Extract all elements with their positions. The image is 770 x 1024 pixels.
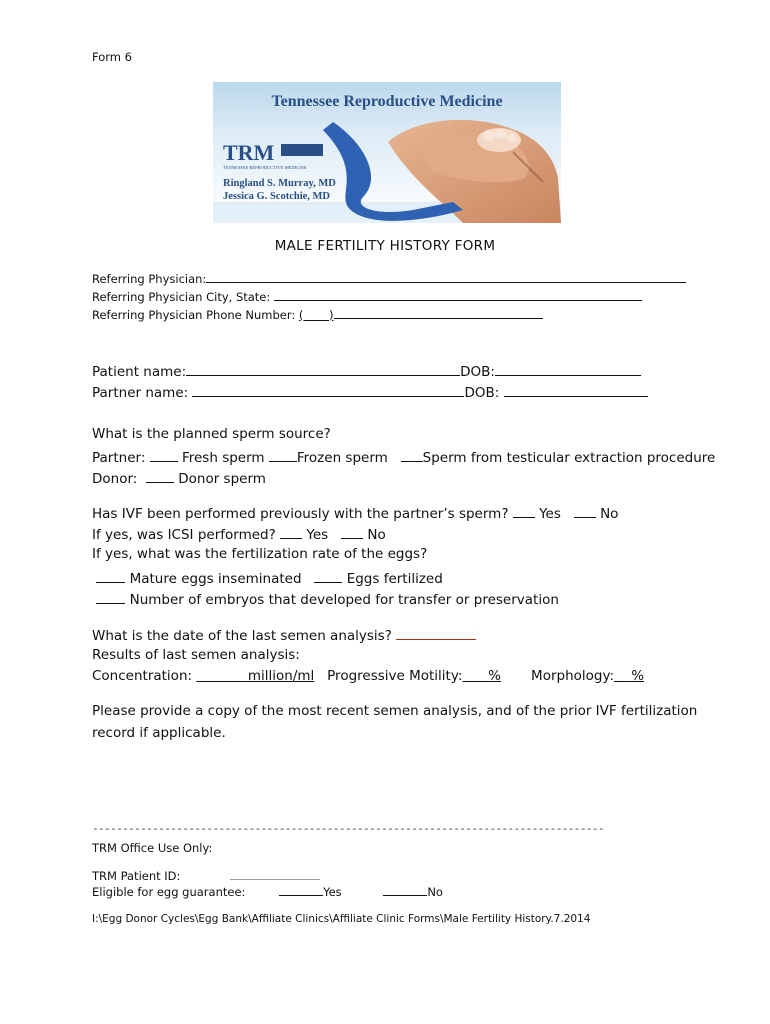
patient-id-label: TRM Patient ID: (92, 869, 181, 883)
partner-dob-field[interactable] (504, 382, 648, 397)
instructions-line-1: Please provide a copy of the most recent semen analysis, and of the prior IVF fertilization (92, 703, 698, 719)
motility-field[interactable]: % (488, 668, 501, 684)
patient-dob-field[interactable] (495, 361, 641, 376)
form-number: Form 6 (92, 50, 132, 64)
donor-sperm-label: Donor sperm (178, 471, 266, 487)
concentration-unit: million/ml (247, 668, 315, 684)
logo-banner-title: Tennessee Reproductive Medicine (271, 93, 503, 110)
patient-dob-label: DOB: (460, 364, 495, 380)
guarantee-yes-field[interactable] (279, 884, 323, 896)
fresh-sperm-label: Fresh sperm (181, 450, 265, 466)
icsi-row (92, 524, 386, 543)
testicular-sperm-label: Sperm from testicular extraction procedure (422, 450, 716, 466)
ivf-yes-label: Yes (539, 506, 561, 522)
ivf-yes-checkbox[interactable] (513, 503, 535, 518)
trm-logo (213, 82, 561, 223)
icsi-question: If yes, was ICSI performed? (92, 527, 276, 543)
morphology-label: Morphology: (531, 668, 615, 684)
ivf-no-checkbox[interactable] (574, 503, 596, 518)
frozen-sperm-checkbox[interactable] (269, 447, 297, 462)
patient-id-row (92, 868, 320, 883)
logo-doctor-2: Jessica G. Scotchie, MD (223, 191, 331, 202)
patient-name-field[interactable] (186, 361, 460, 376)
icsi-no-checkbox[interactable] (341, 524, 363, 539)
guarantee-no-label: No (427, 885, 443, 899)
ivf-no-label: No (600, 506, 619, 522)
referring-city-label: Referring Physician City, State: (92, 290, 271, 304)
patient-id-field[interactable] (230, 868, 320, 880)
office-use-heading: TRM Office Use Only: (92, 841, 213, 855)
ivf-question: Has IVF been performed previously with the partner’s sperm? (92, 506, 509, 522)
form-title: MALE FERTILITY HISTORY FORM (274, 238, 496, 254)
phone-area-code-field[interactable]: ( ) (298, 308, 334, 322)
patient-name-row (92, 361, 641, 380)
referring-physician-label: Referring Physician: (92, 272, 207, 286)
fertilization-rate-question: If yes, what was the fertilization rate of the eggs? (92, 546, 428, 562)
fresh-sperm-checkbox[interactable] (150, 447, 178, 462)
icsi-no-label: No (367, 527, 386, 543)
morphology-field[interactable]: % (631, 668, 645, 684)
embryos-field[interactable] (96, 589, 125, 604)
instructions-line-2: record if applicable. (92, 725, 226, 741)
footer-file-path: I:\Egg Donor Cycles\Egg Bank\Affiliate Clinics\Affiliate Clinic Forms\Male Fertility History.7.2014 (92, 913, 591, 925)
guarantee-no-field[interactable] (383, 884, 427, 896)
donor-source-row (92, 468, 266, 487)
egg-guarantee-label: Eligible for egg guarantee: (92, 885, 246, 899)
partner-name-row (92, 382, 648, 401)
logo-abbrev-sub: TENNESSEE REPRODUCTIVE MEDICINE (223, 165, 307, 170)
logo-abbrev: TRM (223, 140, 275, 165)
mature-eggs-label: Mature eggs inseminated (129, 571, 302, 587)
office-divider: ------------------------------------------------------------------------------------- (92, 822, 604, 835)
partner-name-field[interactable] (192, 382, 464, 397)
icsi-yes-checkbox[interactable] (280, 524, 302, 539)
referring-physician-field[interactable] (206, 271, 686, 283)
frozen-sperm-label: Frozen sperm (296, 450, 388, 466)
motility-label: Progressive Motility: (327, 668, 463, 684)
partner-source-row (92, 447, 715, 466)
semen-results-row (92, 668, 644, 684)
egg-guarantee-row (92, 884, 443, 899)
testicular-sperm-checkbox[interactable] (401, 447, 423, 462)
semen-date-row (92, 625, 476, 644)
donor-source-label: Donor: (92, 471, 138, 487)
partner-dob-label: DOB: (464, 385, 500, 401)
partner-source-label: Partner: (92, 450, 146, 466)
phone-number-field[interactable] (334, 307, 543, 319)
ivf-question-row (92, 503, 618, 522)
eggs-fertilized-field[interactable] (314, 568, 342, 583)
concentration-label: Concentration: (92, 668, 193, 684)
referring-city-row (92, 289, 642, 304)
sperm-source-question: What is the planned sperm source? (92, 426, 331, 442)
referring-phone-label: Referring Physician Phone Number: (92, 308, 296, 322)
logo-doctor-1: Ringland S. Murray, MD (223, 178, 336, 189)
mature-eggs-field[interactable] (96, 568, 125, 583)
referring-physician-row (92, 271, 686, 286)
patient-name-label: Patient name: (92, 364, 187, 380)
embryos-row (92, 589, 559, 608)
referring-city-field[interactable] (274, 289, 642, 301)
embryos-label: Number of embryos that developed for transfer or preservation (129, 592, 559, 608)
partner-name-label: Partner name: (92, 385, 189, 401)
icsi-yes-label: Yes (306, 527, 329, 543)
semen-results-label: Results of last semen analysis: (92, 647, 300, 663)
eggs-row (92, 568, 443, 587)
concentration-field[interactable] (196, 668, 314, 684)
donor-sperm-checkbox[interactable] (146, 468, 174, 483)
referring-phone-row (92, 307, 543, 322)
eggs-fertilized-label: Eggs fertilized (346, 571, 443, 587)
semen-date-question: What is the date of the last semen analysis? (92, 628, 392, 644)
semen-date-field[interactable] (396, 625, 476, 640)
guarantee-yes-label: Yes (323, 885, 342, 899)
